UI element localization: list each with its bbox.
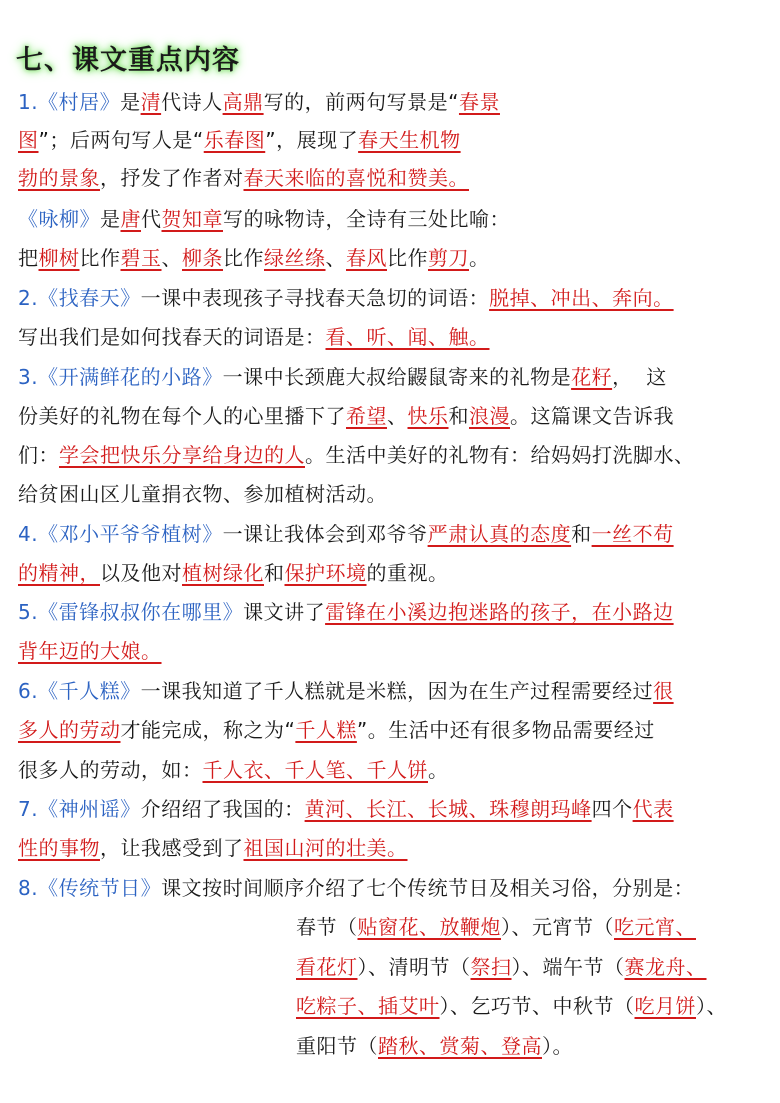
s1b-answer: 柳条	[182, 246, 223, 270]
s8-book: 《传统节日》	[38, 876, 162, 900]
s2-text: 一课中表现孩子寻找春天急切的词语：	[140, 286, 490, 310]
s1-answer: 勃的景象	[18, 166, 100, 190]
s3-text: 、	[387, 404, 408, 428]
s8-answer: 吃月饼	[634, 994, 696, 1018]
s3-line-4	[18, 480, 387, 508]
s1-line-1	[18, 88, 500, 116]
s4-line-2	[18, 559, 449, 587]
s4-text: 以及他对	[100, 561, 182, 585]
s2-line-2	[18, 323, 490, 351]
s3-book: 《开满鲜花的小路》	[38, 365, 223, 389]
s6-book: 《千人糕》	[38, 679, 141, 703]
s8-line-2	[296, 913, 696, 941]
s6-line-3	[18, 756, 449, 784]
s1b-text: 把	[18, 246, 39, 270]
s8-line-1	[18, 874, 694, 902]
s3-answer: 浪漫	[469, 404, 510, 428]
s8-text: ）、	[696, 994, 727, 1018]
s8-text: 春节（	[296, 915, 358, 939]
s1-answer: 图	[18, 128, 39, 152]
s3-answer: 花籽	[571, 365, 613, 389]
s1-book: 《村居》	[38, 90, 121, 114]
s1-text: 代诗人	[161, 90, 223, 114]
s4-line-1	[18, 520, 674, 548]
s1b-line-2	[18, 244, 490, 272]
s4-answer: 一丝不苟	[591, 522, 674, 546]
s5-line-2	[18, 637, 162, 665]
s1-text: ”，展现了	[265, 128, 359, 152]
s4-answer: 严肃认真的态度	[427, 522, 572, 546]
s1b-text: 代	[141, 207, 162, 231]
s7-line-1	[18, 795, 674, 823]
s8-answer: 吃粽子、插艾叶	[296, 994, 440, 1018]
s6-text: 很多人的劳动，如：	[18, 758, 203, 782]
s4-text: 和	[571, 522, 592, 546]
s8-answer: 踏秋、赏菊、登高	[378, 1034, 542, 1058]
s2-text: 写出我们是如何找春天的词语是：	[18, 325, 326, 349]
s6-text: 一课我知道了千人糕就是米糕，因为在生产过程需要经过	[140, 679, 654, 703]
s7-answer: 祖国山河的壮美。	[243, 836, 408, 860]
s8-text: ）、端午节（	[511, 955, 625, 979]
s3-text: 一课中长颈鹿大叔给鼹鼠寄来的礼物是	[222, 365, 572, 389]
s1-text: ”；后两句写人是“	[38, 128, 204, 152]
s8-answer: 贴窗花、放鞭炮	[357, 915, 501, 939]
s4-text: 的重视。	[366, 561, 449, 585]
s8-text: ）、乞巧节、中秋节（	[439, 994, 635, 1018]
s1b-text: 比作	[223, 246, 264, 270]
s2-answer: 看、听、闻、触。	[325, 325, 490, 349]
s1b-answer: 贺知章	[161, 207, 223, 231]
s8-text: ）。	[542, 1034, 573, 1058]
s1-answer: 清	[140, 90, 162, 114]
s7-num: 7.	[18, 797, 39, 821]
s1-text: ，抒发了作者对	[100, 166, 244, 190]
s1b-line-1	[18, 205, 510, 233]
s7-book: 《神州谣》	[38, 797, 141, 821]
s1b-answer: 春风	[346, 246, 387, 270]
s1b-text: 比作	[79, 246, 121, 270]
s4-answer: 的精神，	[18, 561, 100, 585]
s1-line-2	[18, 126, 461, 154]
s3-line-2	[18, 402, 674, 430]
s1-num: 1.	[18, 90, 39, 114]
s8-answer: 吃元宵、	[614, 915, 696, 939]
s6-text: 才能完成，称之为“	[120, 718, 296, 742]
s6-text: 。	[428, 758, 449, 782]
s6-line-2	[18, 716, 655, 744]
s1b-answer: 绿丝绦	[264, 246, 326, 270]
s5-answer: 雷锋在小溪边抱迷路的孩子，在小路边	[325, 600, 674, 624]
s8-line-4	[296, 992, 727, 1020]
s3-text: 。这篇课文告诉我	[510, 404, 674, 428]
s6-text: ”。生活中还有很多物品需要经过	[356, 718, 655, 742]
s3-answer: 快乐	[407, 404, 449, 428]
s6-answer: 千人糕	[295, 718, 357, 742]
s3-text: 份美好的礼物在每个人的心里播下了	[18, 404, 346, 428]
s4-num: 4.	[18, 522, 39, 546]
s1-answer: 乐春图	[203, 128, 266, 152]
s1b-answer: 唐	[120, 207, 141, 231]
s1b-text: 、	[325, 246, 346, 270]
s4-text: 一课让我体会到邓爷爷	[222, 522, 428, 546]
s3-num: 3.	[18, 365, 39, 389]
s1-line-3	[18, 164, 469, 192]
s1-answer: 高鼎	[222, 90, 264, 114]
s7-answer: 性的事物	[18, 836, 100, 860]
s2-answer: 脱掉、冲出、奔向。	[489, 286, 674, 310]
s1-text: 是	[120, 90, 141, 114]
s7-answer: 代表	[632, 797, 674, 821]
s1-answer: 春天来临的喜悦和赞美。	[243, 166, 469, 190]
s7-text: 四个	[591, 797, 633, 821]
s8-line-3	[296, 953, 707, 981]
s8-num: 8.	[18, 876, 39, 900]
s3-text: 们：	[18, 443, 59, 467]
s8-text: 课文按时间顺序介绍了七个传统节日及相关习俗，分别是：	[161, 876, 695, 900]
s2-num: 2.	[18, 286, 39, 310]
s1b-answer: 柳树	[38, 246, 80, 270]
s1b-text: 、	[161, 246, 182, 270]
s7-answer: 黄河、长江、长城、珠穆朗玛峰	[304, 797, 592, 821]
s8-text: 重阳节（	[296, 1034, 378, 1058]
s5-num: 5.	[18, 600, 39, 624]
s2-book: 《找春天》	[38, 286, 141, 310]
s6-answer: 千人衣、千人笔、千人饼	[202, 758, 428, 782]
s1b-text: 是	[100, 207, 121, 231]
section-title: 七、课文重点内容	[16, 45, 240, 76]
s4-text: 和	[264, 561, 285, 585]
s6-answer: 多人的劳动	[18, 718, 121, 742]
s5-book: 《雷锋叔叔你在哪里》	[38, 600, 244, 624]
s3-text: 给贫困山区儿童捐衣物、参加植树活动。	[18, 482, 387, 506]
s1b-answer: 碧玉	[120, 246, 162, 270]
s4-book: 《邓小平爷爷植树》	[38, 522, 223, 546]
s6-line-1	[18, 677, 674, 705]
s4-answer: 保护环境	[284, 561, 367, 585]
s8-answer: 看花灯	[296, 955, 358, 979]
s5-line-1	[18, 598, 674, 626]
s3-answer: 学会把快乐分享给身边的人	[59, 443, 305, 467]
s7-line-2	[18, 834, 408, 862]
s1b-answer: 剪刀	[428, 246, 469, 270]
s1-answer: 春景	[458, 90, 500, 114]
s8-text: ）、清明节（	[357, 955, 471, 979]
s6-answer: 很	[653, 679, 674, 703]
s2-line-1	[18, 284, 674, 312]
s3-answer: 希望	[346, 404, 387, 428]
s8-line-5	[296, 1032, 573, 1060]
s3-text: ， 这	[612, 365, 667, 389]
s3-text: 和	[448, 404, 469, 428]
s6-num: 6.	[18, 679, 39, 703]
s5-text: 课文讲了	[243, 600, 326, 624]
s7-text: 介绍绍了我国的：	[140, 797, 305, 821]
s4-answer: 植树绿化	[182, 561, 264, 585]
s5-answer: 背年迈的大娘。	[18, 639, 162, 663]
s1b-text: 写的咏物诗，全诗有三处比喻：	[223, 207, 510, 231]
s7-text: ，让我感受到了	[100, 836, 244, 860]
s3-line-3	[18, 441, 695, 469]
s1-text: 写的，前两句写景是“	[263, 90, 459, 114]
s1-answer: 春天生机物	[358, 128, 461, 152]
s3-text: 。生活中美好的礼物有：给妈妈打洗脚水、	[305, 443, 695, 467]
s8-answer: 赛龙舟、	[624, 955, 707, 979]
s8-text: ）、元宵节（	[501, 915, 614, 939]
s1b-text: 比作	[387, 246, 428, 270]
s1b-text: 。	[469, 246, 490, 270]
s3-line-1	[18, 363, 667, 391]
s1b-book: 《咏柳》	[18, 207, 100, 231]
s8-answer: 祭扫	[470, 955, 512, 979]
